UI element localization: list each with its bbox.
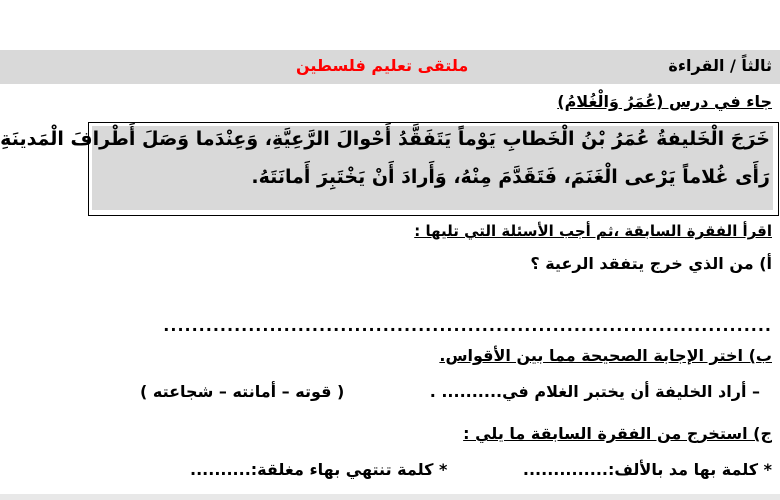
- page-bottom-edge: [0, 494, 780, 500]
- question-b-item: – أراد الخليفة أن يختبر الغلام في.......... .: [429, 382, 760, 401]
- passage-line-1: خَرَجَ الْخَليفةُ عُمَرُ بْنُ الْخَطابِ يَوْماً يَتَفَقَّدُ أَحْوالَ الرَّعِيَّةِ، وَعِنْدَما وَصَلَ أَطْرافَ الْمَدينَةِ: [0, 128, 770, 150]
- question-b-choices: ( قوته – أمانته – شجاعته ): [140, 382, 345, 401]
- section-title: ثالثاً / القراءة: [668, 56, 772, 75]
- question-a: أ) من الذي خرج يتفقد الرعية ؟: [530, 254, 772, 273]
- question-c-item-2: * كلمة تنتهي بهاء مغلقة:..........: [190, 460, 448, 479]
- question-b-title: ب) اختر الإجابة الصحيحة مما بين الأقواس.: [439, 346, 772, 365]
- lesson-line: جاء في درس (عُمَرُ وَالْغُلامُ): [557, 92, 772, 111]
- question-c-title: ج) استخرج من الفقرة السابقة ما يلي :: [463, 424, 772, 443]
- answer-line-a: ......................................................................................: [163, 316, 772, 335]
- instruction: اقرأ الفقرة السابقة ،ثم أجب الأسئلة التي تليها :: [414, 222, 772, 240]
- passage-line-2: رَأَى غُلاماً يَرْعى الْغَنَمَ، فَتَقَدَّمَ مِنْهُ، وَأَرادَ أَنْ يَخْتَبِرَ أَمانَتَهُ.: [251, 166, 770, 188]
- question-c-item-1: * كلمة بها مد بالألف:..............: [522, 460, 772, 479]
- site-label: ملتقى تعليم فلسطين: [296, 56, 469, 75]
